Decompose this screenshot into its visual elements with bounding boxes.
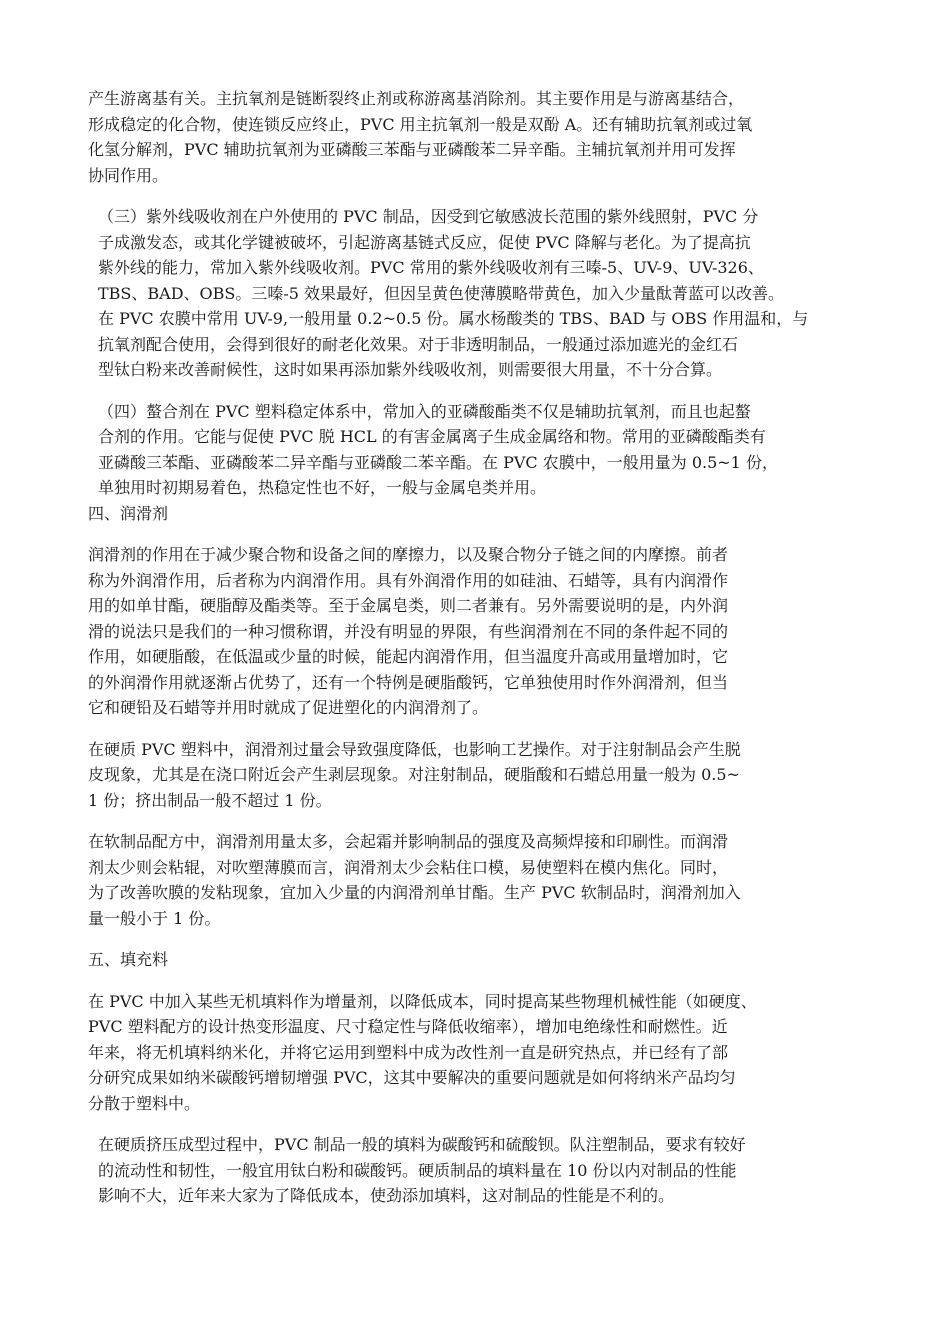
paragraph-soft-pvc-lubricant <box>88 829 858 931</box>
text-line: 抗氧剂配合使用，会得到很好的耐老化效果。对于非透明制品，一般通过添加遮光的金红石 <box>98 334 739 354</box>
paragraph-filler-intro <box>88 989 858 1117</box>
text-line: 1 份；挤出制品一般不超过 1 份。 <box>88 790 332 810</box>
section-heading-filler: 五、填充料 <box>88 950 169 969</box>
paragraph-chelating-agent <box>88 399 858 501</box>
text-line: 在 PVC 农膜中常用 UV-9,一般用量 0.2~0.5 份。属水杨酸类的 TBS、BAD 与 OBS 作用温和，与 <box>98 309 809 328</box>
text-line: 剂太少则会粘辊，对吹塑薄膜而言，润滑剂太少会粘住口模，易使塑料在模内焦化。同时， <box>88 857 729 877</box>
text-line: 称为外润滑作用，后者称为内润滑作用。具有外润滑作用的如硅油、石蜡等，具有内润滑作 <box>88 570 729 590</box>
text-line: 皮现象，尤其是在浇口附近会产生剥层现象。对注射制品，硬脂酸和石蜡总用量一般为 0.5~ <box>88 765 740 784</box>
text-line: 亚磷酸三苯酯、亚磷酸苯二异辛酯与亚磷酸二苯辛酯。在 PVC 农膜中，一般用量为 0.5~1 份， <box>98 452 778 472</box>
text-line: TBS、BAD、OBS。三嗪-5 效果最好，但因呈黄色使薄膜略带黄色，加入少量酞菁蓝可以改善。 <box>98 283 785 303</box>
text-line: 子成激发态，或其化学键被破坏，引起游离基链式反应，促使 PVC 降解与老化。为了提高抗 <box>98 232 751 252</box>
document-page <box>88 86 858 1209</box>
text-line: 润滑剂的作用在于减少聚合物和设备之间的摩擦力，以及聚合物分子链之间的内摩擦。前者 <box>88 545 729 564</box>
text-line: 化氢分解剂，PVC 辅助抗氧剂为亚磷酸三苯酯与亚磷酸苯二异辛酯。主辅抗氧剂并用可发挥 <box>88 140 736 159</box>
text-line: 滑的说法只是我们的一种习惯称谓，并没有明显的界限，有些润滑剂在不同的条件起不同的 <box>88 621 729 641</box>
text-line: 它和硬铅及石蜡等并用时就成了促进塑化的内润滑剂了。 <box>88 698 489 717</box>
text-line: 年来，将无机填料纳米化，并将它运用到塑料中成为改性剂一直是研究热点，并已经有了部 <box>88 1042 729 1062</box>
text-line: 协同作用。 <box>88 165 169 185</box>
text-line: 产生游离基有关。主抗氧剂是链断裂终止剂或称游离基消除剂。其主要作用是与游离基结合， <box>88 89 745 108</box>
section-heading-lubricant: 四、润滑剂 <box>88 503 169 523</box>
text-line: 的流动性和韧性，一般宜用钛白粉和碳酸钙。硬质制品的填料量在 10 份以内对制品的性能 <box>98 1160 737 1180</box>
text-line: （三）紫外线吸收剂在户外使用的 PVC 制品，因受到它敏感波长范围的紫外线照射，PVC 分 <box>98 207 759 226</box>
text-line: 紫外线的能力，常加入紫外线吸收剂。PVC 常用的紫外线吸收剂有三嗪-5、UV-9、UV-326、 <box>98 258 764 277</box>
text-line: 用的如单甘酯，硬脂醇及酯类等。至于金属皂类，则二者兼有。另外需要说明的是，内外润 <box>88 596 729 615</box>
text-line: 分研究成果如纳米碳酸钙增韧增强 PVC，这其中要解决的重要问题就是如何将纳米产品均匀 <box>88 1068 736 1087</box>
paragraph-uv-absorber <box>88 204 858 383</box>
text-line: 的外润滑作用就逐渐占优势了，还有一个特例是硬脂酸钙，它单独使用时作外润滑剂，但当 <box>88 672 729 692</box>
text-line: 分散于塑料中。 <box>88 1093 201 1113</box>
paragraph-lubricant-intro <box>88 542 858 721</box>
text-line: （四）螯合剂在 PVC 塑料稳定体系中，常加入的亚磷酸酯类不仅是辅助抗氧剂，而且也起螯 <box>98 401 751 421</box>
text-line: 形成稳定的化合物，使连锁反应终止，PVC 用主抗氧剂一般是双酚 A。还有辅助抗氧剂或过氧 <box>88 114 753 134</box>
text-line: 型钛白粉来改善耐候性，这时如果再添加紫外线吸收剂，则需要很大用量，不十分合算。 <box>98 360 723 379</box>
text-line: 量一般小于 1 份。 <box>88 908 221 928</box>
text-line: 在硬质挤压成型过程中，PVC 制品一般的填料为碳酸钙和硫酸钡。队注塑制品，要求有较好 <box>98 1135 746 1154</box>
text-line: 作用，如硬脂酸，在低温或少量的时候，能起内润滑作用，但当温度升高或用量增加时，它 <box>88 647 729 666</box>
text-line: 在硬质 PVC 塑料中，润滑剂过量会导致强度降低，也影响工艺操作。对于注射制品会产生脱 <box>88 739 741 759</box>
paragraph-rigid-filler <box>88 1132 858 1209</box>
text-line: PVC 塑料配方的设计热变形温度、尺寸稳定性与降低收缩率），增加电绝缘性和耐燃性。近 <box>88 1017 728 1036</box>
paragraph-rigid-pvc-lubricant <box>88 737 858 814</box>
text-line: 影响不大，近年来大家为了降低成本，使劲添加填料，这对制品的性能是不利的。 <box>98 1186 675 1205</box>
text-line: 合剂的作用。它能与促使 PVC 脱 HCL 的有害金属离子生成金属络和物。常用的亚磷酸酯类有 <box>98 427 766 446</box>
text-line: 为了改善吹膜的发粘现象，宜加入少量的内润滑剂单甘酯。生产 PVC 软制品时，润滑剂加入 <box>88 883 741 902</box>
text-line: 在软制品配方中，润滑剂用量太多，会起霜并影响制品的强度及高频焊接和印刷性。而润滑 <box>88 832 729 851</box>
text-line: 在 PVC 中加入某些无机填料作为增量剂，以降低成本，同时提高某些物理机械性能（如硬度、 <box>88 991 757 1011</box>
paragraph-antioxidant <box>88 86 858 188</box>
text-line: 单独用时初期易着色，热稳定性也不好，一般与金属皂类并用。 <box>98 478 547 497</box>
